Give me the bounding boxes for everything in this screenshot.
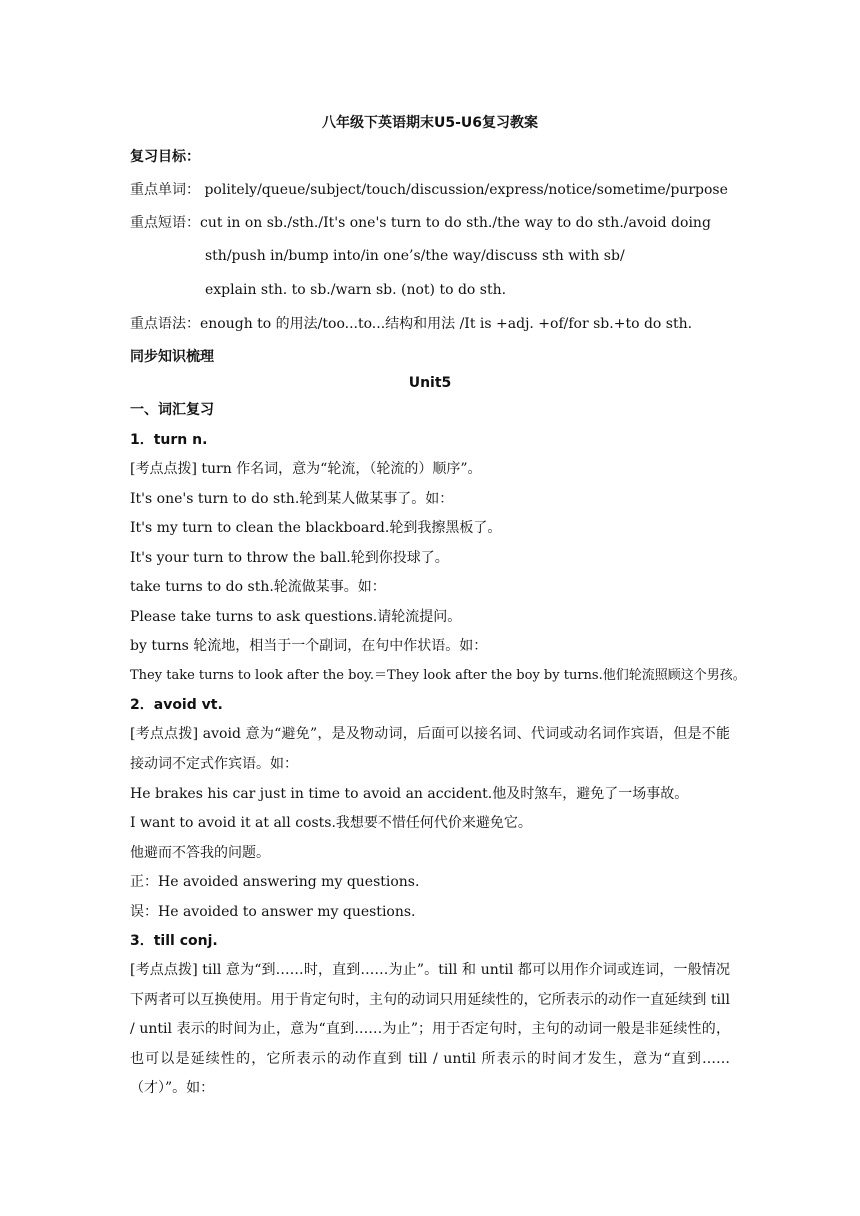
sync-heading: 同步知识梳理 xyxy=(130,349,214,365)
item-text-line: It's my turn to clean the blackboard.轮到我擦黑板了。 xyxy=(130,520,502,536)
key-words-text: politely/queue/subject/touch/discussion/express/notice/sometime/purpose xyxy=(200,182,728,198)
item-heading: 1．turn n. xyxy=(130,432,208,448)
item-text-line: Please take turns to ask questions.请轮流提问。 xyxy=(130,609,462,625)
item-paragraph: [考点点拨] avoid 意为“避免”，是及物动词，后面可以接名词、代词或动名词作宾语，但是不能接动词不定式作宾语。如： xyxy=(130,726,730,772)
item-text-line: 他避而不答我的问题。 xyxy=(130,845,270,861)
review-goal-heading: 复习目标： xyxy=(130,149,200,165)
key-words-row xyxy=(130,180,728,200)
key-phrases-label: 重点短语： xyxy=(130,215,200,231)
item-text-line: I want to avoid it at all costs.我想要不惜任何代价来避免它。 xyxy=(130,815,532,831)
document-title: 八年级下英语期末U5-U6复习教案 xyxy=(321,115,539,131)
key-phrases-text-1: cut in on sb./sth./It's one's turn to do sth./the way to do sth./avoid doing xyxy=(200,215,711,231)
item-text-line: They take turns to look after the boy.＝They look after the boy by turns.他们轮流照顾这个男孩。 xyxy=(130,668,746,683)
key-phrases-row xyxy=(130,213,711,233)
item-heading: 2．avoid vt. xyxy=(130,697,223,713)
item-text-line: by turns 轮流地，相当于一个副词，在句中作状语。如： xyxy=(130,638,488,654)
unit-heading: Unit5 xyxy=(408,375,452,391)
item-text-line: 正：He avoided answering my questions. xyxy=(130,874,420,890)
item-text-line: It's one's turn to do sth.轮到某人做某事了。如： xyxy=(130,491,454,507)
key-phrases-text-3: explain sth. to sb./warn sb. (not) to do sth. xyxy=(205,282,507,298)
key-phrases-text-2: sth/push in/bump into/in one’s/the way/discuss sth with sb/ xyxy=(205,248,625,264)
vocab-heading: 一、词汇复习 xyxy=(130,402,214,418)
item-text-line: 误：He avoided to answer my questions. xyxy=(130,904,416,920)
item-text-line: He brakes his car just in time to avoid an accident.他及时煞车，避免了一场事故。 xyxy=(130,786,689,802)
item-text-line: [考点点拨] turn 作名词，意为“轮流，（轮流的）顺序”。 xyxy=(130,461,482,477)
item-paragraph: [考点点拨] till 意为“到……时，直到……为止”。till 和 until 都可以用作介词或连词，一般情况下两者可以互换使用。用于肯定句时，主句的动词只用延续性的，它所表示的动作一直延续到 till / until 表示的时间为止，意为“直到……为止”；用于否定句时，主句的动词一般是非延续性的，也可以是延续性的，它所表示的动作直到 till / until 所表示的时间才发生，意为“直到……（才）”。如： xyxy=(130,962,730,1096)
key-grammar-label: 重点语法： xyxy=(130,316,200,332)
key-grammar-row xyxy=(130,314,692,334)
key-words-label: 重点单词： xyxy=(130,182,200,198)
key-grammar-text: enough to 的用法/too...to...结构和用法 /It is +adj. +of/for sb.+to do sth. xyxy=(200,316,693,332)
item-text-line: take turns to do sth.轮流做某事。如： xyxy=(130,579,386,595)
item-text-line: It's your turn to throw the ball.轮到你投球了。 xyxy=(130,550,449,566)
item-heading: 3．till conj. xyxy=(130,933,218,949)
